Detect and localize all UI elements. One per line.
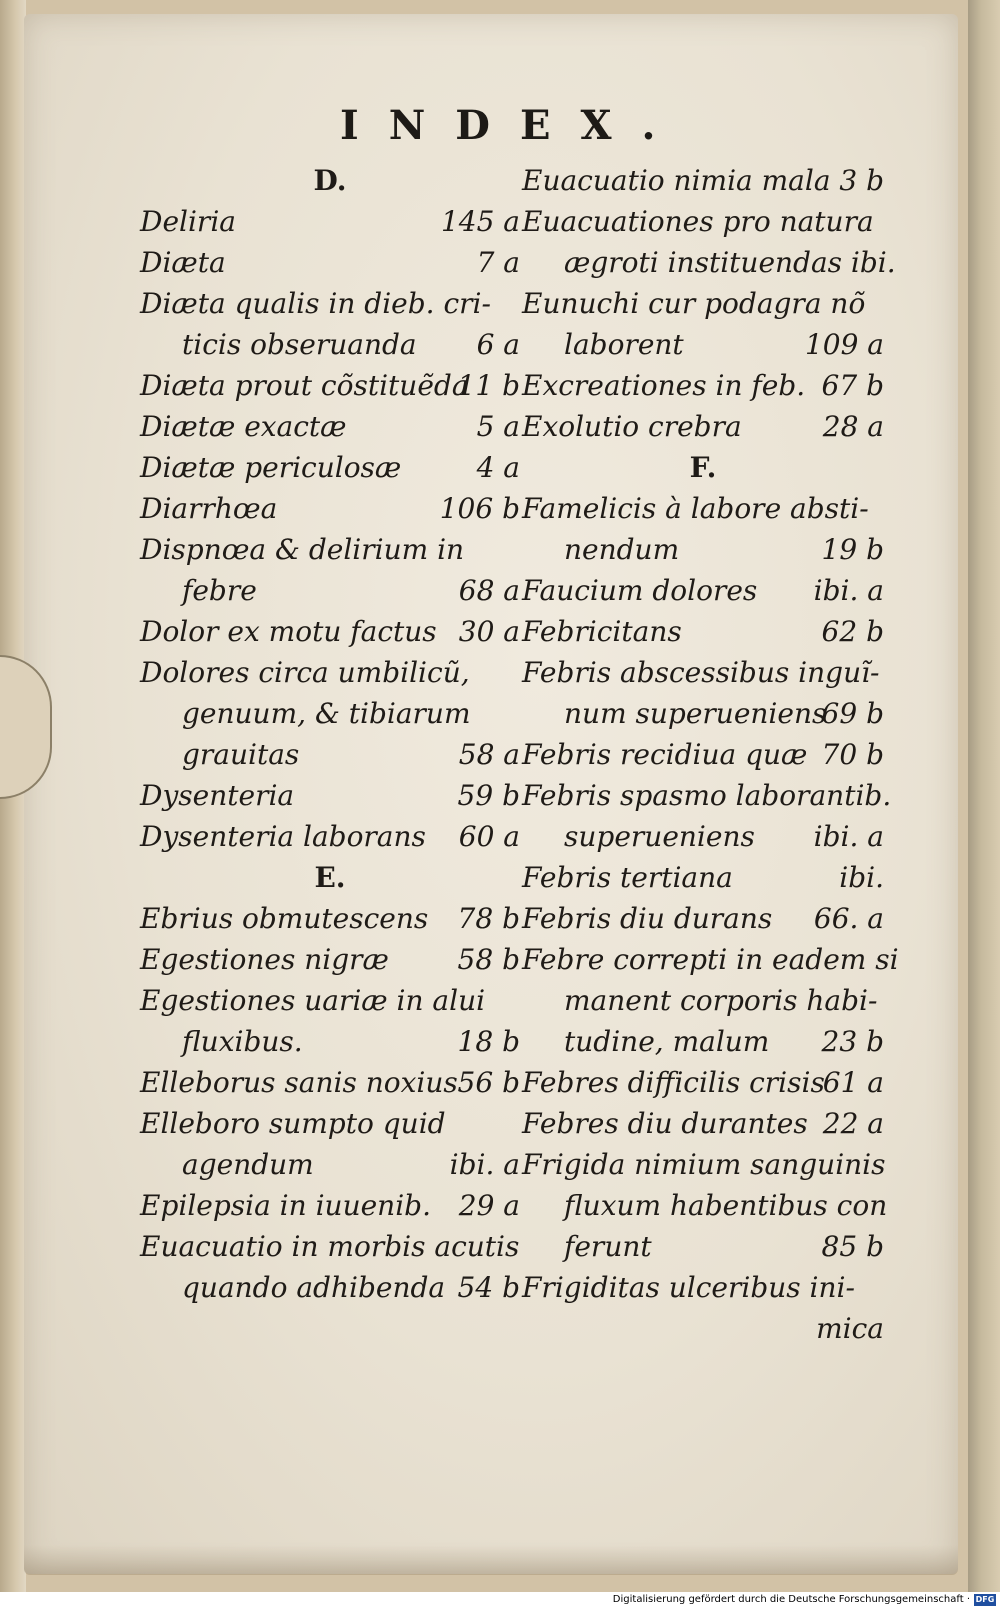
index-entry-text: Deliria <box>140 205 236 238</box>
index-entry-text: num superueniens <box>564 697 827 730</box>
index-entry-text: Excreationes in feb. <box>522 369 806 402</box>
index-entry-line <box>522 939 899 980</box>
index-entry-page: ibi. a <box>449 1148 520 1181</box>
index-entry-line <box>522 898 884 939</box>
index-entry-text: febre <box>182 574 257 607</box>
index-entry-page: 58 b <box>457 943 520 976</box>
index-entry-text: Febricitans <box>522 615 682 648</box>
index-entry-line <box>522 570 884 611</box>
index-entry-text: Dispnœa & delirium in <box>140 533 465 566</box>
index-entry-page: 61 a <box>822 1066 884 1099</box>
index-entry-line <box>522 1267 884 1308</box>
index-entry-page: 19 b <box>821 533 884 566</box>
index-entry-text: Dysenteria <box>140 779 295 812</box>
index-entry-page: 22 a <box>822 1107 884 1140</box>
index-entry-text: fluxum habentibus con <box>564 1189 888 1222</box>
index-entry-text: Ebrius obmutescens <box>140 902 429 935</box>
index-entry-text: Elleborus sanis noxius <box>140 1066 458 1099</box>
index-entry-text: Dolor ex motu factus <box>140 615 437 648</box>
index-entry-text: Euacuationes pro natura <box>522 205 874 238</box>
index-entry-line <box>140 980 520 1021</box>
index-entry-page: 66. a <box>813 902 884 935</box>
index-entry-text: manent corporis habi- <box>564 984 878 1017</box>
index-entry-text: ferunt <box>564 1230 652 1263</box>
index-entry-line <box>140 611 520 652</box>
index-entry-text: superueniens <box>564 820 755 853</box>
footer-credit: Digitalisierung gefördert durch die Deutsche Forschungsgemeinschaft · <box>612 1594 970 1605</box>
index-entry-page: 56 b <box>457 1066 520 1099</box>
index-entry-page: 67 b <box>821 369 884 402</box>
index-entry-text: genuum, & tibiarum <box>182 697 471 730</box>
index-entry-text: Egestiones nigræ <box>140 943 389 976</box>
index-entry-page: 85 b <box>821 1230 884 1263</box>
index-entry-text: Elleboro sumpto quid <box>140 1107 446 1140</box>
index-entry-page: 109 a <box>804 328 884 361</box>
index-entry-line <box>140 406 520 447</box>
index-entry-line <box>140 816 520 857</box>
index-entry-line <box>140 1267 520 1308</box>
index-entry-page: 70 b <box>821 738 884 771</box>
index-entry-text: grauitas <box>182 738 300 771</box>
index-entry-line <box>522 611 884 652</box>
index-entry-text: Diæta <box>140 246 226 279</box>
index-entry-page: 30 a <box>458 615 520 648</box>
index-entry-page: 4 a <box>476 451 520 484</box>
index-entry-line <box>140 447 520 488</box>
index-entry-line <box>140 693 520 734</box>
index-entry-line <box>522 1226 884 1267</box>
index-entry-line <box>140 570 520 611</box>
index-entry-line <box>140 775 520 816</box>
index-entry-line <box>140 201 520 242</box>
index-entry-line <box>522 1185 888 1226</box>
index-entry-page: 11 b <box>457 369 520 402</box>
index-entry-text: fluxibus. <box>182 1025 303 1058</box>
index-entry-text: Frigiditas ulceribus ini- <box>522 1271 855 1304</box>
index-entry-page: 3 b <box>839 164 884 197</box>
index-entry-page: 6 a <box>476 328 520 361</box>
index-section-letter: D. <box>313 164 347 197</box>
index-entry-line <box>140 652 520 693</box>
index-entry-text: quando adhibenda <box>182 1271 446 1304</box>
index-section-letter: E. <box>314 861 346 894</box>
index-entry-line <box>140 939 520 980</box>
index-entry-line <box>140 1103 520 1144</box>
index-entry-line <box>522 201 884 242</box>
index-entry-text: Febres diu durantes <box>522 1107 808 1140</box>
index-entry-page: 58 a <box>458 738 520 771</box>
index-entry-line <box>522 529 884 570</box>
index-entry-page: ibi. <box>839 861 884 894</box>
index-entry-page: 59 b <box>457 779 520 812</box>
index-entry-page: 60 a <box>458 820 520 853</box>
index-entry-line <box>522 775 892 816</box>
index-entry-line <box>140 365 520 406</box>
index-entry-line <box>522 242 896 283</box>
index-entry-text: Diæta qualis in dieb. cri- <box>140 287 491 320</box>
index-entry-line <box>522 406 884 447</box>
index-entry-line <box>522 1308 884 1349</box>
index-entry-text: Febris tertiana <box>522 861 733 894</box>
index-entry-page: 28 a <box>822 410 884 443</box>
index-entry-line <box>522 652 884 693</box>
index-entry-text: Faucium dolores <box>522 574 758 607</box>
index-entry-text: agendum <box>182 1148 314 1181</box>
index-entry-line <box>140 1021 520 1062</box>
index-entry-page: ibi. a <box>813 820 884 853</box>
index-entry-page: 54 b <box>457 1271 520 1304</box>
index-entry-text: Diætæ exactæ <box>140 410 347 443</box>
index-entry-text: Famelicis à labore absti- <box>522 492 869 525</box>
index-entry-line <box>140 898 520 939</box>
index-entry-page: 29 a <box>458 1189 520 1222</box>
index-entry-line <box>140 1226 520 1267</box>
index-section-letter: F. <box>689 451 717 484</box>
index-entry-page: 62 b <box>821 615 884 648</box>
index-entry-line <box>522 857 884 898</box>
index-entry-line <box>140 1185 520 1226</box>
index-entry-page: 68 a <box>458 574 520 607</box>
index-entry-text: Febris spasmo laborantib. <box>522 779 892 812</box>
index-entry-line <box>522 1021 884 1062</box>
index-entry-page: 7 a <box>476 246 520 279</box>
digitization-footer <box>0 1592 1000 1608</box>
index-entry-text: Febris abscessibus inguĩ- <box>522 656 880 689</box>
index-entry-text: Diætæ periculosæ <box>140 451 402 484</box>
index-entry-page: ibi. a <box>813 574 884 607</box>
index-entry-page: 106 b <box>439 492 520 525</box>
index-entry-text: Dysenteria laborans <box>140 820 426 853</box>
index-entry-line <box>522 488 884 529</box>
index-entry-page: 23 b <box>821 1025 884 1058</box>
index-entry-line <box>522 324 884 365</box>
index-entry-text: Euacuatio in morbis acutis <box>140 1230 520 1263</box>
index-entry-line <box>140 1062 520 1103</box>
index-entry-page: 18 b <box>457 1025 520 1058</box>
index-entry-line <box>522 693 884 734</box>
index-entry-text: Diæta prout cõstituẽda <box>140 369 469 402</box>
dfg-logo: DFG <box>975 1595 995 1604</box>
page-bottom-edge <box>24 1545 958 1575</box>
index-entry-text: Febres difficilis crisis <box>522 1066 825 1099</box>
index-column-right <box>522 160 899 1349</box>
index-entry-text: Egestiones uariæ in alui <box>140 984 486 1017</box>
index-entry-text: tudine, malum <box>564 1025 770 1058</box>
index-entry-text: Diarrhœa <box>140 492 278 525</box>
index-entry-text: Febris diu durans <box>522 902 773 935</box>
index-entry-text: ægroti instituendas ibi. <box>564 246 896 279</box>
index-entry-text: laborent <box>564 328 684 361</box>
index-entry-line <box>522 283 884 324</box>
index-entry-line <box>522 1062 884 1103</box>
index-entry-page: 145 a <box>440 205 520 238</box>
index-entry-line <box>140 283 520 324</box>
index-entry-line <box>140 324 520 365</box>
index-entry-text: Exolutio crebra <box>522 410 742 443</box>
index-entry-text: nendum <box>564 533 680 566</box>
index-entry-line <box>140 734 520 775</box>
index-entry-line <box>140 242 520 283</box>
index-entry-line <box>522 816 884 857</box>
index-entry-text: Febre correpti in eadem si <box>522 943 899 976</box>
index-entry-line <box>522 1103 884 1144</box>
index-entry-line <box>522 734 884 775</box>
index-entry-text: ticis obseruanda <box>182 328 417 361</box>
index-entry-page: 5 a <box>476 410 520 443</box>
index-entry-line <box>522 1144 884 1185</box>
book-fore-edge-right <box>968 0 1000 1592</box>
index-entry-page: 78 b <box>457 902 520 935</box>
index-entry-text: Dolores circa umbilicũ, <box>140 656 470 689</box>
index-entry-line <box>522 365 884 406</box>
index-column-left <box>140 160 520 1308</box>
index-entry-text: Febris recidiua quæ <box>522 738 808 771</box>
index-entry-text: Eunuchi cur podagra nõ <box>522 287 866 320</box>
index-entry-line <box>522 980 884 1021</box>
index-entry-page: mica <box>816 1312 884 1345</box>
index-entry-text: Frigida nimium sanguinis <box>522 1148 886 1181</box>
index-entry-text: Euacuatio nimia mala <box>522 164 831 197</box>
index-entry-line <box>140 1144 520 1185</box>
index-entry-line <box>140 488 520 529</box>
index-entry-text: Epilepsia in iuuenib. <box>140 1189 431 1222</box>
index-entry-line <box>522 160 884 201</box>
index-entry-line <box>140 529 520 570</box>
page-header-title: INDEX. <box>340 102 686 149</box>
index-entry-page: 69 b <box>821 697 884 730</box>
